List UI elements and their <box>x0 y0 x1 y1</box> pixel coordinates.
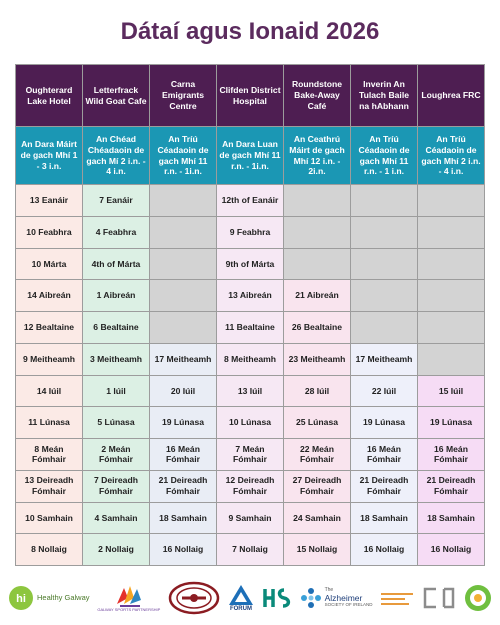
circular-crest-logo <box>168 581 220 615</box>
green-circle-logo <box>464 584 492 612</box>
empty-cell <box>418 248 485 280</box>
date-cell: 14 Aibreán <box>16 280 83 312</box>
date-cell: 19 Lúnasa <box>418 407 485 439</box>
programme-logo <box>380 590 414 606</box>
galway-sports-logo <box>97 584 160 612</box>
date-cell: 19 Lúnasa <box>351 407 418 439</box>
empty-cell <box>351 216 418 248</box>
date-cell: 19 Lúnasa <box>150 407 217 439</box>
date-cell: 11 Bealtaine <box>217 312 284 344</box>
empty-cell <box>284 248 351 280</box>
empty-cell <box>150 312 217 344</box>
date-cell: 28 Iúil <box>284 375 351 407</box>
schedule-table <box>15 64 485 566</box>
venue-header: Clifden District Hospital <box>217 65 284 127</box>
date-cell: 24 Samhain <box>284 502 351 534</box>
table-row <box>16 407 485 439</box>
alzheimer-logo <box>300 587 373 609</box>
date-cell: 27 Deireadh Fómhair <box>284 470 351 502</box>
empty-cell <box>284 216 351 248</box>
venue-header: Oughterard Lake Hotel <box>16 65 83 127</box>
empty-cell <box>351 248 418 280</box>
empty-cell <box>418 185 485 217</box>
date-cell: 16 Meán Fómhair <box>418 439 485 471</box>
empty-cell <box>418 343 485 375</box>
schedule-header: An Tríú Céadaoin de gach Mhí 2 i.n. - 4 i.n. <box>418 127 485 185</box>
alzheimer-dots-icon <box>300 587 322 609</box>
empty-cell <box>284 185 351 217</box>
crest-icon <box>168 581 220 615</box>
table-row <box>16 248 485 280</box>
empty-cell <box>351 280 418 312</box>
empty-cell <box>418 216 485 248</box>
healthy-galway-logo <box>8 585 90 611</box>
date-cell: 16 Meán Fómhair <box>351 439 418 471</box>
date-cell: 3 Meitheamh <box>83 343 150 375</box>
date-cell: 17 Meitheamh <box>150 343 217 375</box>
date-cell: 21 Aibreán <box>284 280 351 312</box>
empty-cell <box>418 312 485 344</box>
date-cell: 6 Bealtaine <box>83 312 150 344</box>
date-cell: 16 Meán Fómhair <box>150 439 217 471</box>
table-row <box>16 534 485 566</box>
date-cell: 21 Deireadh Fómhair <box>150 470 217 502</box>
healthy-galway-label: Healthy Galway <box>37 592 90 602</box>
date-cell: 18 Samhain <box>418 502 485 534</box>
date-cell: 8 Meán Fómhair <box>16 439 83 471</box>
date-cell: 18 Samhain <box>351 502 418 534</box>
date-cell: 20 Iúil <box>150 375 217 407</box>
date-cell: 25 Lúnasa <box>284 407 351 439</box>
date-cell: 1 Aibreán <box>83 280 150 312</box>
date-cell: 17 Meitheamh <box>351 343 418 375</box>
table-row <box>16 343 485 375</box>
date-cell: 14 Iúil <box>16 375 83 407</box>
date-cell: 10 Feabhra <box>16 216 83 248</box>
alzheimer-text <box>325 588 373 608</box>
empty-cell <box>150 280 217 312</box>
date-cell: 13 Aibreán <box>217 280 284 312</box>
page-title: Dátaí agus Ionaid 2026 <box>120 18 380 45</box>
sponsor-logos <box>8 578 492 618</box>
table-row <box>16 439 485 471</box>
schedule-header: An Chéad Chéadaoin de gach Mí 2 i.n. - 4 i.n. <box>83 127 150 185</box>
hse-icon <box>262 585 292 611</box>
date-cell: 5 Lúnasa <box>83 407 150 439</box>
schedule-header: An Dara Máirt de gach Mhí 1 - 3 i.n. <box>16 127 83 185</box>
schedule-header: An Dara Luan de gach Mhí 11 r.n. - 1i.n. <box>217 127 284 185</box>
empty-cell <box>150 185 217 217</box>
date-cell: 12 Deireadh Fómhair <box>217 470 284 502</box>
hi-logo-icon <box>8 585 34 611</box>
table-row <box>16 502 485 534</box>
schedule-body <box>16 185 485 566</box>
galway-sports-label: GALWAY SPORTS PARTNERSHIP <box>97 606 161 612</box>
date-cell: 16 Nollaig <box>418 534 485 566</box>
hse-logo <box>262 585 292 611</box>
date-cell: 18 Samhain <box>150 502 217 534</box>
venue-header: Roundstone Bake-Away Café <box>284 65 351 127</box>
date-cell: 15 Nollaig <box>284 534 351 566</box>
table-row <box>16 312 485 344</box>
forum-logo <box>228 584 254 613</box>
ci-logo <box>422 586 456 610</box>
date-cell: 22 Iúil <box>351 375 418 407</box>
empty-cell <box>150 248 217 280</box>
venue-header-row <box>16 65 485 127</box>
date-cell: 10 Lúnasa <box>217 407 284 439</box>
table-row <box>16 185 485 217</box>
date-cell: 12th of Eanáir <box>217 185 284 217</box>
schedule-header: An Ceathrú Máirt de gach Mhí 12 i.n. - 2i.n. <box>284 127 351 185</box>
date-cell: 13 Deireadh Fómhair <box>16 470 83 502</box>
empty-cell <box>351 185 418 217</box>
date-cell: 2 Nollaig <box>83 534 150 566</box>
date-cell: 4 Samhain <box>83 502 150 534</box>
ci-bracket-icon <box>422 586 456 610</box>
svg-text:hi: hi <box>16 593 26 605</box>
date-cell: 13 Iúil <box>217 375 284 407</box>
alzheimer-sub-label: SOCIETY OF IRELAND <box>324 601 373 607</box>
empty-cell <box>418 280 485 312</box>
date-cell: 16 Nollaig <box>351 534 418 566</box>
date-cell: 13 Eanáir <box>16 185 83 217</box>
date-cell: 7 Nollaig <box>217 534 284 566</box>
alzheimer-main-label: Alzheimer <box>324 592 363 603</box>
venue-header: Letterfrack Wild Goat Cafe <box>83 65 150 127</box>
date-cell: 2 Meán Fómhair <box>83 439 150 471</box>
date-cell: 7 Deireadh Fómhair <box>83 470 150 502</box>
date-cell: 11 Lúnasa <box>16 407 83 439</box>
date-cell: 12 Bealtaine <box>16 312 83 344</box>
date-cell: 7 Meán Fómhair <box>217 439 284 471</box>
venue-header: Carna Emigrants Centre <box>150 65 217 127</box>
date-cell: 9 Feabhra <box>217 216 284 248</box>
table-row <box>16 375 485 407</box>
schedule-header-row <box>16 127 485 185</box>
sports-partnership-icon <box>114 584 144 608</box>
date-cell: 9 Samhain <box>217 502 284 534</box>
table-row <box>16 216 485 248</box>
empty-cell <box>351 312 418 344</box>
date-cell: 9 Meitheamh <box>16 343 83 375</box>
date-cell: 10 Márta <box>16 248 83 280</box>
forum-label: FORUM <box>229 605 252 612</box>
date-cell: 15 Iúil <box>418 375 485 407</box>
date-cell: 7 Eanáir <box>83 185 150 217</box>
venue-header: Loughrea FRC <box>418 65 485 127</box>
date-cell: 21 Deireadh Fómhair <box>351 470 418 502</box>
table-row <box>16 280 485 312</box>
venue-header: Inverin An Tulach Baile na hAbhann <box>351 65 418 127</box>
date-cell: 21 Deireadh Fómhair <box>418 470 485 502</box>
date-cell: 4th of Márta <box>83 248 150 280</box>
date-cell: 23 Meitheamh <box>284 343 351 375</box>
date-cell: 1 Iúil <box>83 375 150 407</box>
date-cell: 9th of Márta <box>217 248 284 280</box>
date-cell: 16 Nollaig <box>150 534 217 566</box>
date-cell: 26 Bealtaine <box>284 312 351 344</box>
alzheimer-the-label: The <box>324 587 334 594</box>
programme-lines-icon <box>380 590 414 606</box>
schedule-header: An Tríú Céadaoin de gach Mhí 11 r.n. - 1i.n. <box>150 127 217 185</box>
date-cell: 8 Meitheamh <box>217 343 284 375</box>
date-cell: 4 Feabhra <box>83 216 150 248</box>
date-cell: 22 Meán Fómhair <box>284 439 351 471</box>
schedule-header: An Tríú Céadaoin de gach Mhí 11 r.n. - 1 i.n. <box>351 127 418 185</box>
table-row <box>16 470 485 502</box>
forum-triangle-icon <box>228 584 254 606</box>
date-cell: 8 Nollaig <box>16 534 83 566</box>
empty-cell <box>150 216 217 248</box>
green-circle-icon <box>464 584 492 612</box>
date-cell: 10 Samhain <box>16 502 83 534</box>
